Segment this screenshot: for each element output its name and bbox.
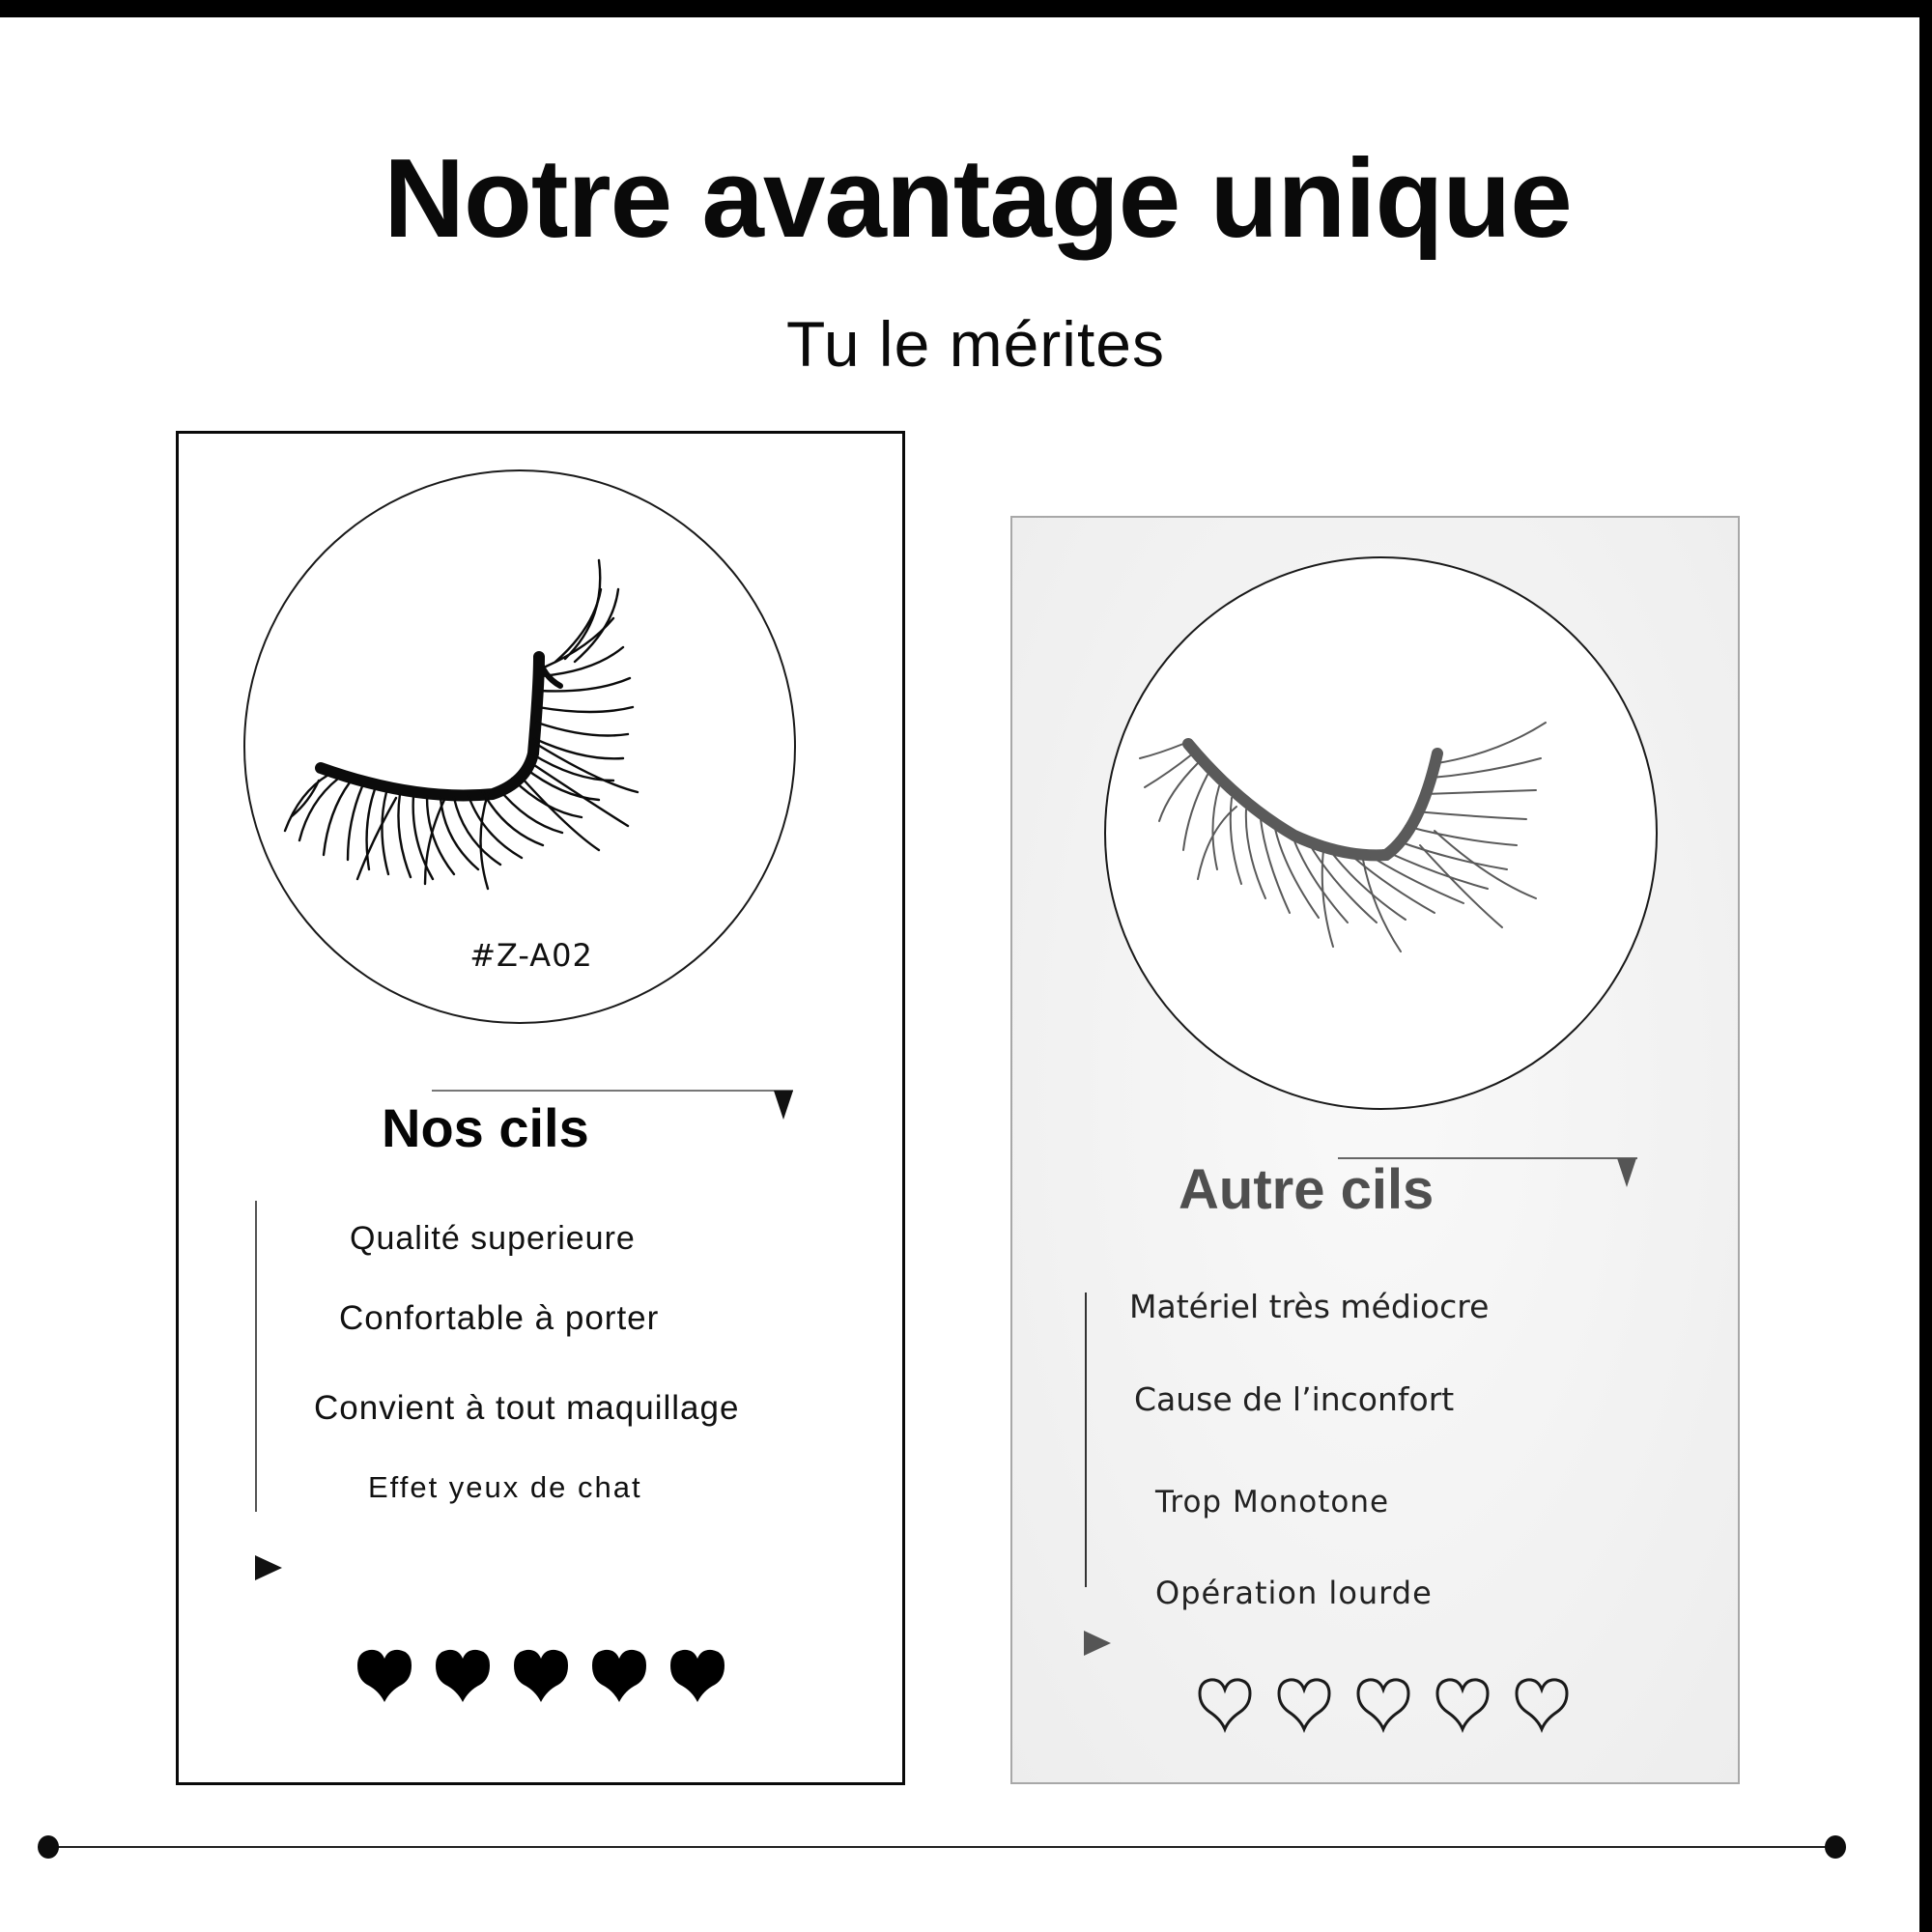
feature-item: Effet yeux de chat: [368, 1470, 642, 1504]
heading-divider-line: [432, 1090, 793, 1092]
heart-outline-icon: [1196, 1675, 1254, 1733]
triangle-down-icon: [774, 1091, 793, 1120]
heart-filled-icon: [512, 1646, 570, 1704]
other-rating-hearts: [1196, 1675, 1571, 1733]
triangle-right-icon: [255, 1555, 282, 1580]
triangle-down-icon: [1617, 1158, 1636, 1187]
heart-outline-icon: [1354, 1675, 1412, 1733]
feature-item: Trop Monotone: [1155, 1485, 1390, 1520]
heart-outline-icon: [1434, 1675, 1492, 1733]
lash-faded-icon: [1130, 715, 1613, 1005]
lash-bold-icon: [280, 551, 744, 918]
feature-item: Qualité superieure: [350, 1220, 636, 1257]
our-lashes-heading: Nos cils: [382, 1097, 589, 1158]
feature-item: Convient à tout maquillage: [314, 1389, 740, 1427]
feature-item: Cause de l’inconfort: [1134, 1380, 1455, 1418]
heart-filled-icon: [590, 1646, 648, 1704]
feature-item: Matériel très médiocre: [1129, 1288, 1490, 1325]
triangle-right-icon: [1084, 1631, 1111, 1656]
feature-item: Opération lourde: [1155, 1575, 1433, 1611]
divider-dot-right: [1825, 1835, 1846, 1859]
product-code: #Z-A02: [469, 937, 593, 974]
right-border-bar: [1919, 0, 1932, 1932]
heart-outline-icon: [1513, 1675, 1571, 1733]
heart-filled-icon: [355, 1646, 413, 1704]
heart-outline-icon: [1275, 1675, 1333, 1733]
feature-item: Confortable à porter: [339, 1299, 660, 1337]
heart-filled-icon: [434, 1646, 492, 1704]
our-rating-hearts: [355, 1646, 726, 1704]
bottom-divider: [48, 1846, 1835, 1848]
heart-filled-icon: [668, 1646, 726, 1704]
page-subtitle: Tu le mérites: [786, 308, 1165, 380]
top-border-bar: [0, 0, 1932, 17]
other-lashes-heading: Autre cils: [1179, 1158, 1435, 1221]
divider-dot-left: [38, 1835, 59, 1859]
feature-list-rule: [255, 1201, 257, 1512]
feature-list-rule: [1085, 1293, 1087, 1587]
page-title: Notre avantage unique: [384, 135, 1572, 261]
